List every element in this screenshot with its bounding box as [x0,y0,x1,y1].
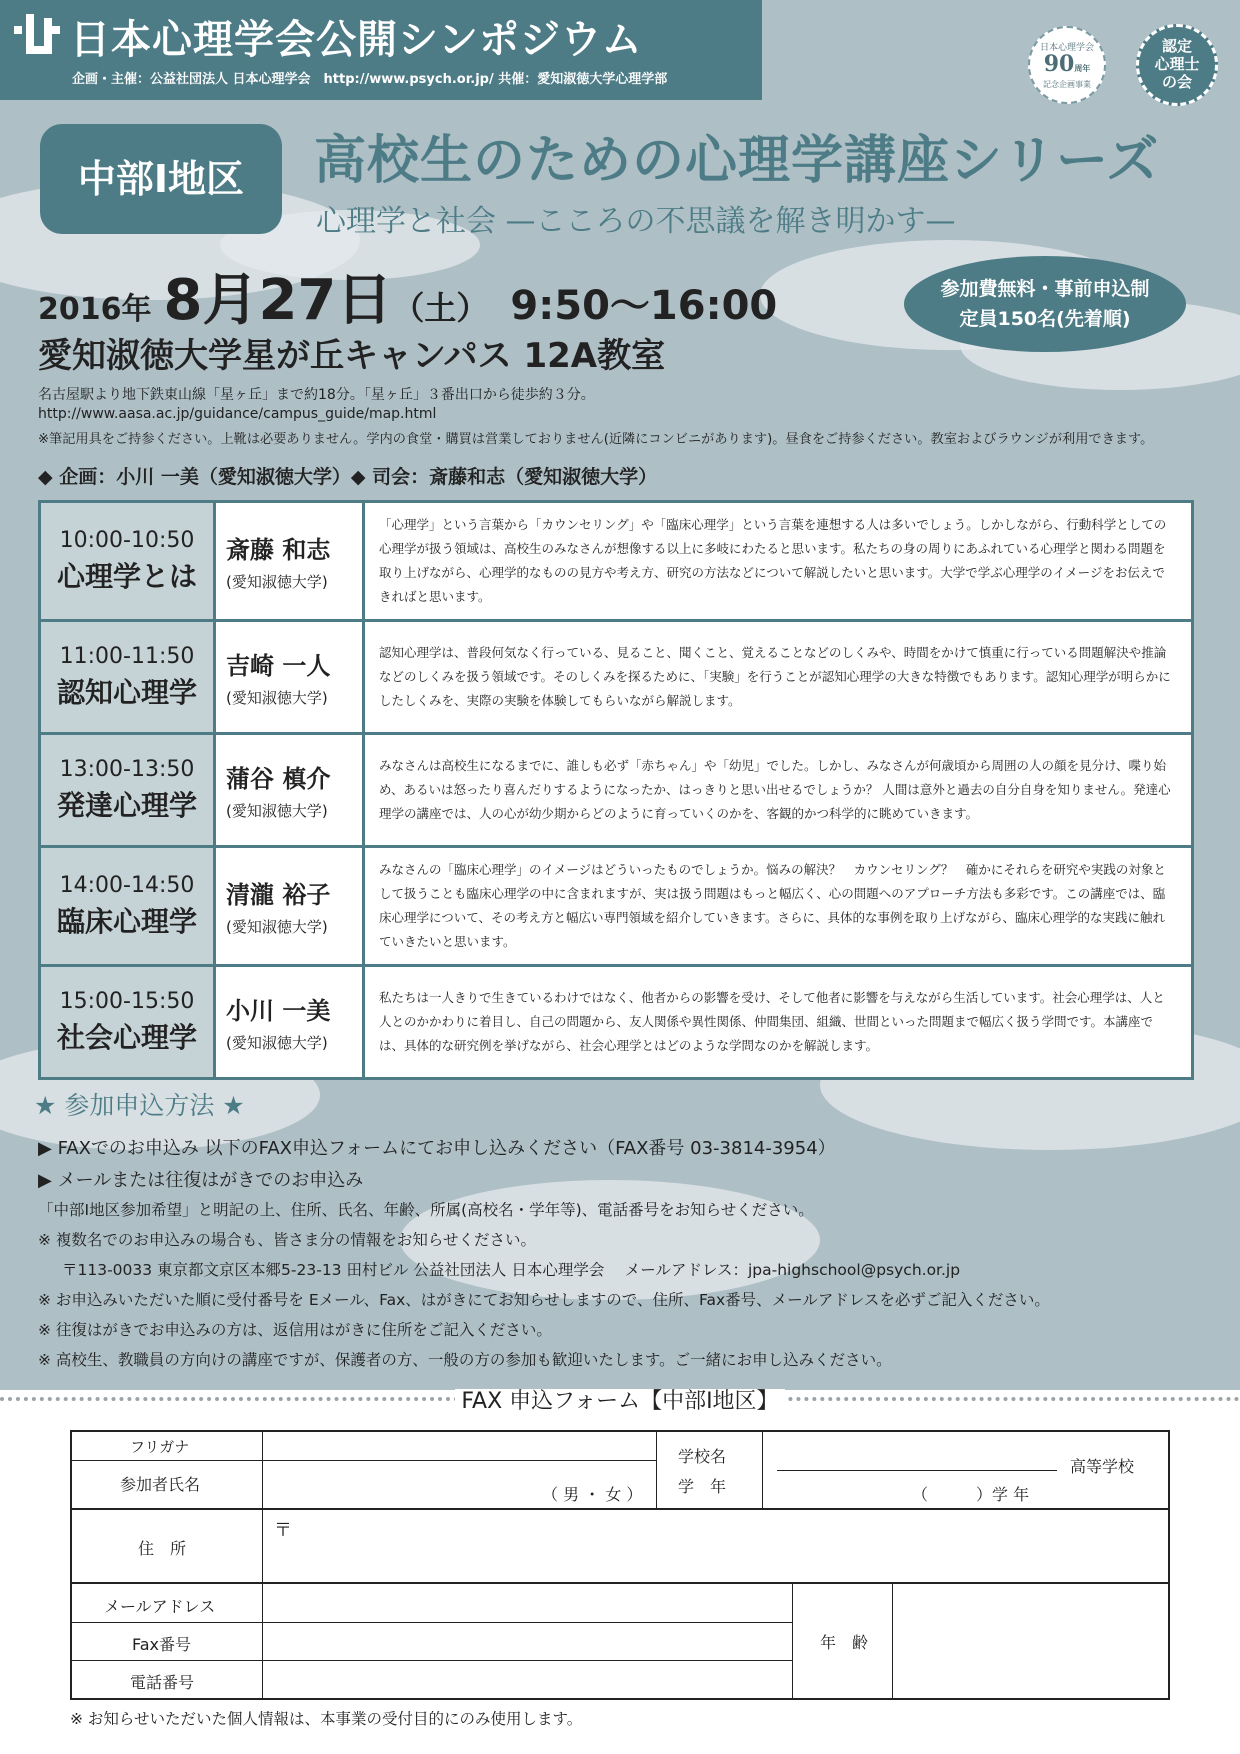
apply-heading: ★ 参加申込方法 ★ [34,1091,245,1120]
program-row [40,502,1193,621]
apply-fax: ▶ FAXでのお申込み 以下のFAX申込フォームにてお申し込みください（FAX番号 03-3814-3954） [38,1138,836,1159]
header-title: 日本心理学会公開シンポジウム [70,17,643,63]
certified-psychologist-seal [1136,24,1218,106]
session-subject: 認知心理学 [56,675,197,709]
series-title: 高校生のための心理学講座シリーズ [314,131,1160,191]
program-row [40,621,1193,734]
label-participant-name: 参加者氏名 [120,1475,201,1494]
session-description: 私たちは一人きりで生きているわけではなく、他者からの影響を受け、そして他者に影響を与えながら生活しています。社会心理学は、人と人とのかかわりに着目し、自己の問題から、友人関係や異性関係、仲間集団、組織、世間といった問題まで幅広く扱う学問です。本講座では、具体的な研究例を挙げながら、社会心理学とはどのような学問なのかを解説します。 [364,966,1193,1079]
cert-line2: 心理士 [1154,55,1200,73]
session-time: 14:00-14:50 [59,872,195,898]
label-fax: Fax番号 [132,1635,192,1654]
header-band [0,0,762,100]
fee-line2: 定員150名(先着順) [959,308,1131,330]
speaker-affiliation: (愛知淑徳大学) [226,689,328,707]
seal-unit: 周年 [1074,63,1091,73]
label-address: 住 所 [138,1539,187,1558]
label-school: 学校名 [678,1447,727,1466]
speaker-name: 小川 一美 [226,997,331,1025]
label-grade: 学 年 [678,1477,727,1496]
postal-mark: 〒 [274,1520,292,1541]
apply-line5: ※ 往復はがきでお申込みの方は、返信用はがきに住所をご記入ください。 [38,1321,552,1339]
speaker-name: 清瀧 裕子 [226,881,331,909]
program-row [40,966,1193,1079]
apply-mail: ▶ メールまたは往復はがきでのお申込み [38,1170,364,1191]
event-venue: 愛知淑徳大学星が丘キャンパス 12A教室 [38,336,666,376]
access-directions: 名古屋駅より地下鉄東山線「星ヶ丘」まで約18分。「星ヶ丘」３番出口から徒歩約３分。 [38,387,595,403]
event-year: 2016年 [38,292,152,327]
session-subject: 臨床心理学 [56,904,197,938]
speaker-name: 蒲谷 槙介 [226,765,331,793]
seal-top: 日本心理学会 [1039,43,1094,53]
apply-line4: ※ お申込みいただいた順に受付番号を Eメール、Fax、はがきにてお知らせしますので、住所、Fax番号、メールアドレスを必ずご記入ください。 [38,1291,1050,1309]
speaker-affiliation: (愛知淑徳大学) [226,573,328,591]
seal-number: 90 [1043,51,1075,77]
series-subtitle: 心理学と社会 —こころの不思議を解き明かす— [316,204,956,239]
speaker-name: 吉崎 一人 [226,652,331,680]
header-sponsor: 企画・主催：公益社団法人 日本心理学会 http://www.psych.or.jp/ 共催：愛知淑徳大学心理学部 [72,72,668,87]
fee-line1: 参加費無料・事前申込制 [940,278,1150,300]
seal-bottom: 記念企画事業 [1043,80,1091,89]
school-suffix: 高等学校 [1070,1457,1135,1476]
cert-line3: の会 [1161,73,1192,91]
session-time: 10:00-10:50 [59,527,195,553]
cert-line1: 認定 [1161,37,1192,55]
apply-line6: ※ 高校生、教職員の方向けの講座ですが、保護者の方、一般の方の参加も歓迎いたします。ご一緒にお申し込みください。 [38,1351,892,1369]
event-weekday: （土） [392,289,489,327]
fee-badge [904,256,1186,352]
event-month-day: 8月27日 [163,268,393,333]
session-subject: 心理学とは [56,559,197,593]
speaker-name: 斎藤 和志 [226,536,331,564]
label-furigana: フリガナ [130,1438,190,1456]
session-description: みなさんの「臨床心理学」のイメージはどういったものでしょうか。悩みの解決？ カウンセリング？ 確かにそれらを研究や実践の対象として扱うことも臨床心理学の中に含まれますが、実は扱う問題はもっと幅広く、心の問題へのアプローチ方法も多彩です。この講座では、臨床心理学について、その考え方と幅広い専門領域を紹介していきます。さらに、具体的な事例を取り上げながら、臨床心理学的な実践に触れていきたいと思います。 [364,847,1193,966]
fax-form-title: FAX 申込フォーム【中部Ⅰ地区】 [455,1389,784,1414]
speaker-affiliation: (愛知淑徳大学) [226,918,328,936]
apply-line2: ※ 複数名でのお申込みの場合も、皆さま分の情報をお知らせください。 [38,1231,536,1249]
session-time: 11:00-11:50 [59,643,195,669]
program-row [40,847,1193,966]
planners: ◆ 企画：小川 一美（愛知淑徳大学）◆ 司会：斎藤和志（愛知淑徳大学） [38,466,658,488]
society-logo-icon [12,14,60,60]
fax-form [70,1430,1170,1700]
apply-line1: 「中部Ⅰ地区参加希望」と明記の上、住所、氏名、年齢、所属(高校名・学年等)、電話番号をお知らせください。 [38,1201,814,1219]
session-description: 「心理学」という言葉から「カウンセリング」や「臨床心理学」という言葉を連想する人は多いでしょう。しかしながら、行動科学としての心理学が扱う領域は、高校生のみなさんが想像する以上に多岐にわたると思います。私たちの身の周りにあふれている心理学と関わる問題を取り上げながら、心理学的なものの見方や考え方、研究の方法などについて解説したいと思います。大学で学ぶ心理学のイメージをお伝えできればと思います。 [364,502,1193,621]
access-notes: ※筆記用具をご持参ください。上靴は必要ありません。学内の食堂・購買は営業しておりません(近隣にコンビニがあります)。昼食をご持参ください。教室およびラウンジが利用できます。 [38,432,1154,447]
anniversary-seal [1028,26,1106,104]
privacy-note: ※ お知らせいただいた個人情報は、本事業の受付目的にのみ使用します。 [70,1710,583,1728]
region-badge: 中部Ⅰ地区 [40,124,282,234]
program-row [40,734,1193,847]
speaker-affiliation: (愛知淑徳大学) [226,802,328,820]
program-table [38,500,1194,1080]
session-time: 15:00-15:50 [59,988,195,1014]
label-email: メールアドレス [104,1597,216,1616]
session-subject: 社会心理学 [56,1020,197,1054]
access-map-link[interactable]: http://www.aasa.ac.jp/guidance/campus_guide/map.html [38,406,437,422]
label-age: 年 齢 [820,1633,869,1652]
session-description: みなさんは高校生になるまでに、誰しも必ず「赤ちゃん」や「幼児」でした。しかし、みなさんが何歳頃から周囲の人の顔を見分け、喋り始め、あるいは怒ったり喜んだりするようになったか、はっきりと思い出せるでしょうか？ 人間は意外と過去の自分自身を知りません。発達心理学の講座では、人の心が幼少期からどのように育っていくのかを、客観的かつ科学的に眺めていきます。 [364,734,1193,847]
session-time: 13:00-13:50 [59,756,195,782]
session-subject: 発達心理学 [56,788,197,822]
apply-address: 〒113-0033 東京都文京区本郷5-23-13 田村ビル 公益社団法人 日本心理学会 メールアドレス：jpa-highschool@psych.or.jp [62,1261,961,1279]
grade-fill[interactable]: （ ）学 年 [912,1485,1030,1504]
gender-choice[interactable]: （ 男 ・ 女 ） [542,1485,643,1504]
speaker-affiliation: (愛知淑徳大学) [226,1034,328,1052]
event-date [38,256,777,336]
event-time: 9:50〜16:00 [510,283,778,329]
label-phone: 電話番号 [130,1673,195,1692]
session-description: 認知心理学は、普段何気なく行っている、見ること、聞くこと、覚えることなどのしくみや、時間をかけて慎重に行っている問題解決や推論などのしくみを扱う領域です。そのしくみを探るために、「実験」を行うことが認知心理学の大きな特徴でもあります。認知心理学が明らかにしたしくみを、実際の実験を体験してもらいながら解説します。 [364,621,1193,734]
